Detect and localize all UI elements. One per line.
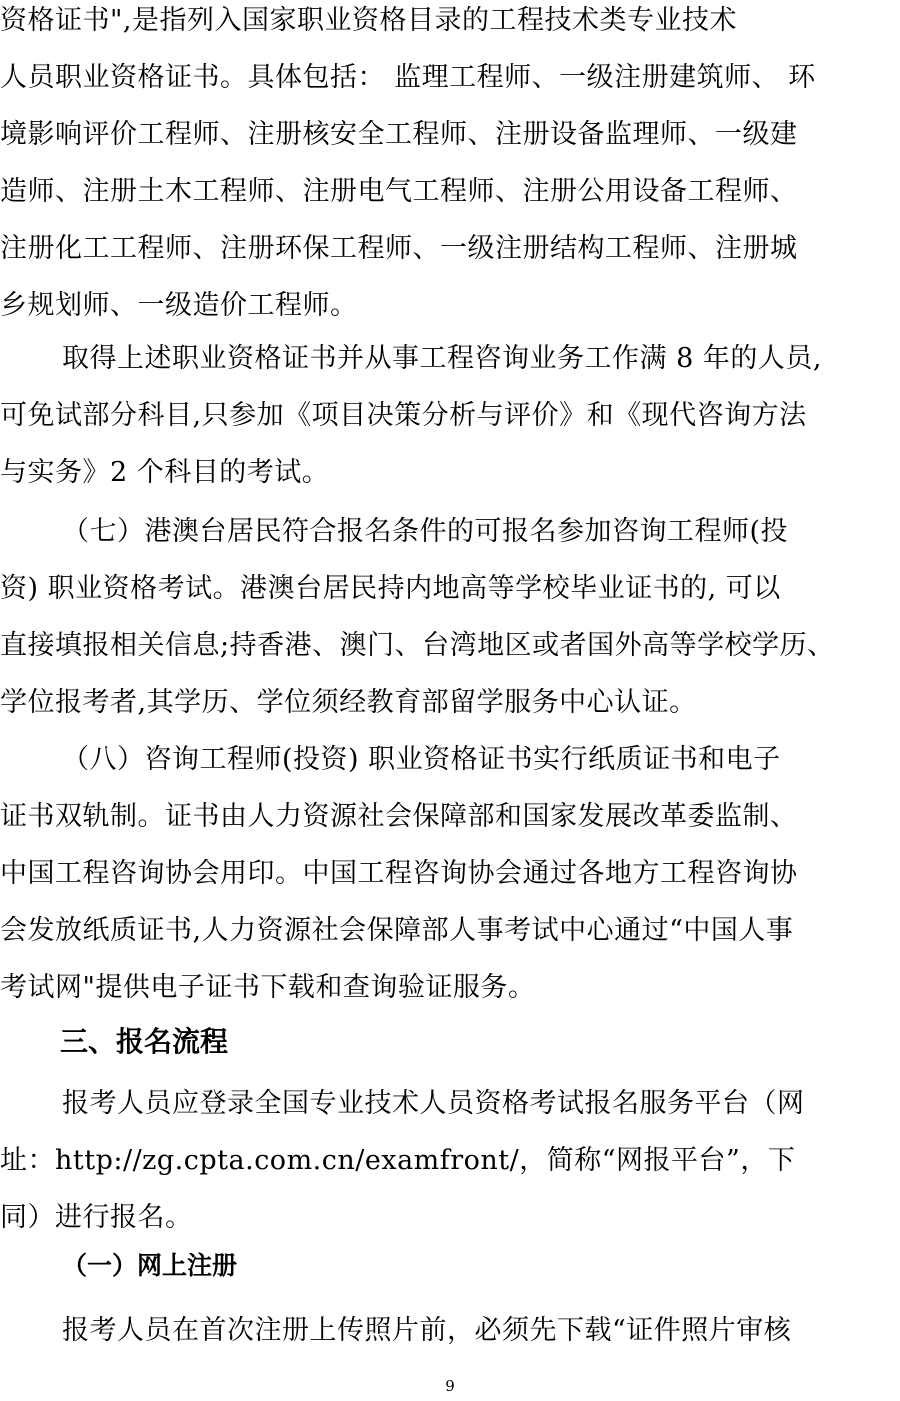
paragraph-item-seven [0, 503, 900, 731]
text-line: 址：http://zg.cpta.com.cn/examfront/，简称“网报平台”，下 [0, 1145, 796, 1176]
text-line: 可免试部分科目,只参加《项目决策分析与评价》和《现代咨询方法 [0, 400, 807, 431]
paragraph-photo-upload [0, 1302, 900, 1359]
text-line: 直接填报相关信息;持香港、澳门、台湾地区或者国外高等学校学历、 [0, 630, 835, 661]
text-line: 境影响评价工程师、注册核安全工程师、注册设备监理师、一级建 [0, 119, 798, 150]
text-line: （七）港澳台居民符合报名条件的可报名参加咨询工程师(投 [62, 516, 789, 547]
section-heading-registration-process: 三、报名流程 [60, 1025, 229, 1058]
text-line: 乡规划师、一级造价工程师。 [0, 290, 358, 321]
paragraph-exemption [0, 330, 900, 501]
text-line: 考试网"提供电子证书下载和查询验证服务。 [0, 972, 536, 1003]
text-line: 与实务》2 个科目的考试。 [0, 457, 330, 488]
text-line: 资格证书",是指列入国家职业资格目录的工程技术类专业技术 [0, 5, 738, 36]
paragraph-registration-intro [0, 1075, 900, 1246]
page-number: 9 [445, 1377, 455, 1395]
text-line: 注册化工工程师、注册环保工程师、一级注册结构工程师、注册城 [0, 233, 798, 264]
text-line: 取得上述职业资格证书并从事工程咨询业务工作满 8 年的人员, [62, 343, 822, 374]
text-line: 人员职业资格证书。具体包括： 监理工程师、一级注册建筑师、 环 [0, 62, 816, 93]
subheading-online-registration: （一）网上注册 [62, 1251, 238, 1280]
text-line: 报考人员应登录全国专业技术人员资格考试报名服务平台（网 [62, 1088, 805, 1119]
text-line: 造师、注册土木工程师、注册电气工程师、注册公用设备工程师、 [0, 176, 798, 207]
text-line: 会发放纸质证书,人力资源社会保障部人事考试中心通过“中国人事 [0, 915, 794, 946]
text-line: 学位报考者,其学历、学位须经教育部留学服务中心认证。 [0, 687, 697, 718]
text-line: 同）进行报名。 [0, 1202, 193, 1233]
text-line: 证书双轨制。证书由人力资源社会保障部和国家发展改革委监制、 [0, 801, 798, 832]
text-line: （八）咨询工程师(投资) 职业资格证书实行纸质证书和电子 [62, 744, 781, 775]
text-line: 资) 职业资格考试。港澳台居民持内地高等学校毕业证书的, 可以 [0, 573, 781, 604]
text-line: 报考人员在首次注册上传照片前，必须先下载“证件照片审核 [62, 1315, 792, 1346]
paragraph-qualification-list [0, 0, 900, 334]
text-line: 中国工程咨询协会用印。中国工程咨询协会通过各地方工程咨询协 [0, 858, 798, 889]
paragraph-item-eight [0, 731, 900, 1016]
